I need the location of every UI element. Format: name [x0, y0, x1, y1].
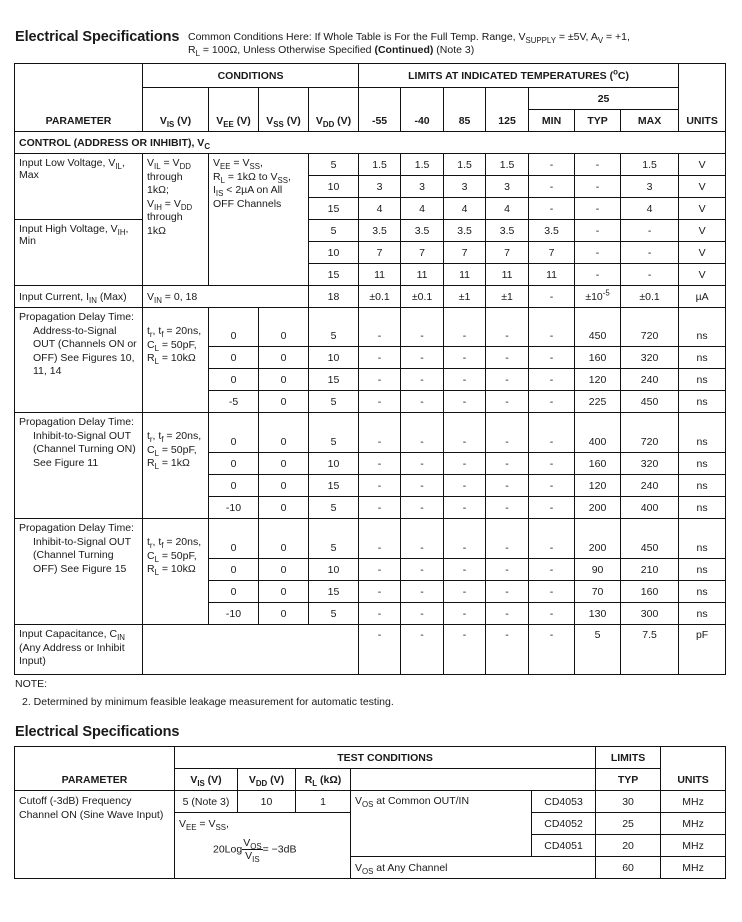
cell-vdd: 5: [309, 308, 359, 347]
cell-units: MHz: [661, 813, 726, 835]
cell-vss: 0: [259, 581, 309, 603]
cell-vdd: 5: [309, 497, 359, 519]
cell-vee: 0: [209, 475, 259, 497]
table-row: [15, 791, 726, 813]
cell-units: ns: [679, 391, 726, 413]
cell-min: -: [529, 286, 575, 308]
cell-temp-m40: 3.5: [401, 220, 444, 242]
header-vdd: $V_{DD}$ (V): [238, 769, 296, 791]
cell-typ: 160: [575, 453, 621, 475]
common-conditions: [188, 31, 630, 57]
cell-temp-125: 4: [486, 198, 529, 220]
cell-vdd: 15: [309, 198, 359, 220]
cell-temp-m55: -: [359, 497, 401, 519]
cond-prop-inhibit-on: $t_r$, $t_f = 20ns$, $C_L = 50pF$, $R_L = 1k\Omega$: [143, 413, 209, 519]
cell-vdd: 10: [309, 242, 359, 264]
cell-temp-m40: -: [401, 453, 444, 475]
cell-temp-m55: -: [359, 453, 401, 475]
cell-typ: 30: [596, 791, 661, 813]
cell-temp-m40: -: [401, 369, 444, 391]
param-input-high-voltage: Input High Voltage, $V_{IH}$, Min: [15, 220, 143, 286]
cell-vee: -5: [209, 391, 259, 413]
cond-vee-vss: $V_{EE} = V_{SS}$, $R_L = 1k\Omega$ to $V_{SS}$, $I_{IS} < 2\mu A$ on All OFF Channels: [209, 154, 309, 286]
cell-typ: 25: [596, 813, 661, 835]
cell-temp-85: ±1: [444, 286, 486, 308]
cell-max: 7.5: [621, 625, 679, 675]
cell-temp-125: -: [486, 453, 529, 475]
cell-typ: -: [575, 176, 621, 198]
cell-typ: 60: [596, 857, 661, 879]
cell-min: 11: [529, 264, 575, 286]
cell-typ: 160: [575, 347, 621, 369]
cell-min: -: [529, 581, 575, 603]
cell-units: ns: [679, 603, 726, 625]
cell-units: ns: [679, 413, 726, 453]
cell-max: 3: [621, 176, 679, 198]
cell-units: pF: [679, 625, 726, 675]
cell-max: 320: [621, 453, 679, 475]
cell-max: 4: [621, 198, 679, 220]
cell-min: -: [529, 603, 575, 625]
cell-temp-m55: 3: [359, 176, 401, 198]
cell-temp-85: 3.5: [444, 220, 486, 242]
table-row: [15, 286, 726, 308]
cell-temp-85: -: [444, 413, 486, 453]
cell-device: CD4051: [532, 835, 596, 857]
header-units: UNITS: [679, 64, 726, 132]
cell-temp-m55: 4: [359, 198, 401, 220]
cell-temp-m40: -: [401, 625, 444, 675]
cell-temp-125: 3: [486, 176, 529, 198]
cond-vos-any: $V_{OS}$ at Any Channel: [351, 857, 596, 879]
cell-min: -: [529, 413, 575, 453]
cell-min: -: [529, 154, 575, 176]
cell-vdd: 15: [309, 581, 359, 603]
cell-units: ns: [679, 475, 726, 497]
cell-temp-m40: -: [401, 559, 444, 581]
cell-max: 720: [621, 413, 679, 453]
header-vis: $V_{IS}$ (V): [175, 769, 238, 791]
cell-vss: 0: [259, 519, 309, 559]
cell-max: -: [621, 220, 679, 242]
table-row: [15, 625, 726, 675]
table-row: [15, 154, 726, 176]
table-row: [15, 308, 726, 347]
cell-temp-125: -: [486, 475, 529, 497]
header-units: UNITS: [661, 747, 726, 791]
cell-temp-85: 11: [444, 264, 486, 286]
cell-vdd: 5: [309, 519, 359, 559]
cell-typ: -: [575, 154, 621, 176]
cell-temp-m40: ±0.1: [401, 286, 444, 308]
cell-temp-m40: -: [401, 581, 444, 603]
param-input-capacitance: Input Capacitance, $C_{IN}$ (Any Address or Inhibit Input): [15, 625, 143, 675]
cell-temp-85: -: [444, 497, 486, 519]
cell-temp-m40: -: [401, 391, 444, 413]
cell-min: -: [529, 453, 575, 475]
cell-max: 1.5: [621, 154, 679, 176]
cell-temp-85: -: [444, 453, 486, 475]
cell-units: ns: [679, 308, 726, 347]
cell-temp-m40: -: [401, 308, 444, 347]
cell-units: µA: [679, 286, 726, 308]
cell-min: -: [529, 559, 575, 581]
param-cutoff-frequency: Cutoff (-3dB) Frequency Channel ON (Sine Wave Input): [15, 791, 175, 879]
cell-typ: 70: [575, 581, 621, 603]
cell-temp-m55: -: [359, 308, 401, 347]
header-conditions: CONDITIONS: [143, 64, 359, 88]
cell-vdd: 5: [309, 220, 359, 242]
table-row: [15, 519, 726, 559]
cell-temp-m40: 1.5: [401, 154, 444, 176]
cell-vee: 0: [209, 559, 259, 581]
cell-vee: 0: [209, 453, 259, 475]
cell-typ: -: [575, 264, 621, 286]
cell-vss: 0: [259, 559, 309, 581]
cell-min: 3.5: [529, 220, 575, 242]
cell-temp-85: -: [444, 475, 486, 497]
cell-typ: 90: [575, 559, 621, 581]
cell-temp-85: 1.5: [444, 154, 486, 176]
cell-temp-m40: 4: [401, 198, 444, 220]
cell-vee: 0: [209, 369, 259, 391]
header-blank: [351, 769, 596, 791]
header-temp-85: 85: [444, 88, 486, 132]
cell-typ: 225: [575, 391, 621, 413]
cell-device: CD4053: [532, 791, 596, 813]
cell-units: V: [679, 198, 726, 220]
cell-temp-85: -: [444, 308, 486, 347]
cell-temp-125: -: [486, 497, 529, 519]
cell-temp-m40: -: [401, 475, 444, 497]
cell-max: 300: [621, 603, 679, 625]
cell-max: 450: [621, 519, 679, 559]
header-limits: LIMITS AT INDICATED TEMPERATURES ($^o$C): [359, 64, 679, 88]
cell-max: 240: [621, 475, 679, 497]
cell-temp-m55: -: [359, 603, 401, 625]
cell-vdd: 10: [309, 347, 359, 369]
cell-min: -: [529, 519, 575, 559]
cell-temp-125: -: [486, 308, 529, 347]
cell-temp-85: 4: [444, 198, 486, 220]
cell-vdd: 15: [309, 369, 359, 391]
cell-units: ns: [679, 369, 726, 391]
cond-vin: $V_{IN} = 0$, 18: [143, 286, 309, 308]
header-limits: LIMITS: [596, 747, 661, 769]
cell-units: ns: [679, 559, 726, 581]
cell-typ: 400: [575, 413, 621, 453]
header-temp-125: 125: [486, 88, 529, 132]
header-temp-m55: -55: [359, 88, 401, 132]
cell-temp-m40: -: [401, 603, 444, 625]
cell-rl: 1: [296, 791, 351, 813]
cell-temp-125: -: [486, 369, 529, 391]
cell-vdd: 10: [309, 453, 359, 475]
cell-typ: 20: [596, 835, 661, 857]
cell-temp-85: -: [444, 369, 486, 391]
cell-vdd: 5: [309, 413, 359, 453]
cell-min: -: [529, 347, 575, 369]
cell-temp-m40: 11: [401, 264, 444, 286]
cell-vdd: 5: [309, 603, 359, 625]
param-prop-delay-address: Propagation Delay Time: Address-to-Signal OUT (Channels ON or OFF) See Figures 10, 11, 14: [15, 308, 143, 413]
cell-temp-m55: -: [359, 625, 401, 675]
cell-temp-85: -: [444, 559, 486, 581]
cell-units: MHz: [661, 857, 726, 879]
cell-temp-m55: -: [359, 475, 401, 497]
table-row: [15, 413, 726, 453]
cell-temp-125: -: [486, 347, 529, 369]
common-conditions-line1: Common Conditions Here: If Whole Table is For the Full Temp. Range, $V_{SUPPLY} = \pm 5V$, $A_V = +1$,: [188, 31, 630, 46]
header-test-conditions: TEST CONDITIONS: [175, 747, 596, 769]
cell-max: 160: [621, 581, 679, 603]
cell-temp-m55: 3.5: [359, 220, 401, 242]
cell-typ: -: [575, 198, 621, 220]
header-vis: $V_{IS}$ (V): [143, 88, 209, 132]
cell-temp-m55: -: [359, 559, 401, 581]
header-vss: $V_{SS}$ (V): [259, 88, 309, 132]
cell-device: CD4052: [532, 813, 596, 835]
cell-vdd: 10: [309, 559, 359, 581]
cell-min: 7: [529, 242, 575, 264]
cell-typ: 120: [575, 369, 621, 391]
cell-typ: $\pm 10^{-5}$: [575, 286, 621, 308]
cell-max: -: [621, 264, 679, 286]
cell-vee: 0: [209, 519, 259, 559]
cell-typ: 130: [575, 603, 621, 625]
section-label-control: CONTROL (ADDRESS OR INHIBIT), $V_C$: [15, 132, 726, 154]
cell-max: ±0.1: [621, 286, 679, 308]
cell-temp-85: 3: [444, 176, 486, 198]
cell-temp-85: 7: [444, 242, 486, 264]
cell-vss: 0: [259, 369, 309, 391]
frequency-spec-table: [14, 746, 726, 879]
cell-temp-m55: -: [359, 581, 401, 603]
cell-typ: 120: [575, 475, 621, 497]
cell-typ: 200: [575, 519, 621, 559]
cell-vee: 0: [209, 347, 259, 369]
cell-vis: 5 (Note 3): [175, 791, 238, 813]
cell-vee: 0: [209, 308, 259, 347]
cell-temp-m40: -: [401, 519, 444, 559]
cell-temp-m55: 1.5: [359, 154, 401, 176]
cell-typ: 450: [575, 308, 621, 347]
cell-temp-125: 11: [486, 264, 529, 286]
cell-temp-125: -: [486, 413, 529, 453]
cell-temp-m40: -: [401, 413, 444, 453]
cell-temp-m55: 7: [359, 242, 401, 264]
table-row: [15, 220, 726, 242]
cond-formula: $V_{EE} = V_{SS}$, 20Log $\frac{V_{OS}}{V_{IS}}$ = −3dB: [175, 813, 351, 879]
cell-units: V: [679, 264, 726, 286]
cell-vss: 0: [259, 453, 309, 475]
cell-temp-125: 3.5: [486, 220, 529, 242]
cell-temp-m40: -: [401, 347, 444, 369]
cell-temp-125: -: [486, 559, 529, 581]
header-typ: TYP: [575, 110, 621, 132]
cell-max: 210: [621, 559, 679, 581]
cell-temp-125: -: [486, 625, 529, 675]
cell-vss: 0: [259, 475, 309, 497]
header-row-1: [15, 64, 726, 88]
cell-temp-m40: 7: [401, 242, 444, 264]
cell-temp-m55: 11: [359, 264, 401, 286]
cell-temp-m40: 3: [401, 176, 444, 198]
cell-typ: -: [575, 220, 621, 242]
cell-min: -: [529, 625, 575, 675]
cell-units: ns: [679, 453, 726, 475]
note-label: NOTE:: [15, 678, 48, 690]
header-rl: $R_L$ (kΩ): [296, 769, 351, 791]
cell-temp-125: 7: [486, 242, 529, 264]
cell-units: ns: [679, 581, 726, 603]
section-title-2: Electrical Specifications: [15, 724, 180, 740]
cell-vdd: 10: [238, 791, 296, 813]
cond-input-capacitance-empty: [143, 625, 359, 675]
cell-temp-m55: -: [359, 413, 401, 453]
cell-min: -: [529, 391, 575, 413]
cell-max: 240: [621, 369, 679, 391]
header-vdd: $V_{DD}$ (V): [309, 88, 359, 132]
cell-temp-m55: -: [359, 347, 401, 369]
cell-vee: -10: [209, 497, 259, 519]
cell-temp-m55: ±0.1: [359, 286, 401, 308]
cell-vee: 0: [209, 581, 259, 603]
formula-20log: 20Log $\frac{V_{OS}}{V_{IS}}$ = −3dB: [213, 837, 297, 865]
cell-max: 450: [621, 391, 679, 413]
cell-temp-m55: -: [359, 369, 401, 391]
note-item: 2. Determined by minimum feasible leakage measurement for automatic testing.: [22, 696, 394, 708]
cell-min: -: [529, 198, 575, 220]
cell-temp-125: -: [486, 519, 529, 559]
cell-vdd: 10: [309, 176, 359, 198]
cond-prop-address: $t_r$, $t_f = 20ns$, $C_L = 50pF$, $R_L = 10k\Omega$: [143, 308, 209, 413]
cell-min: -: [529, 369, 575, 391]
cell-temp-85: -: [444, 391, 486, 413]
cell-min: -: [529, 497, 575, 519]
header-parameter: PARAMETER: [15, 64, 143, 132]
cell-typ: -: [575, 242, 621, 264]
header-row-1: [15, 747, 726, 769]
param-prop-delay-inhibit-off: Propagation Delay Time: Inhibit-to-Signal OUT (Channel Turning OFF) See Figure 15: [15, 519, 143, 625]
cell-temp-m55: -: [359, 391, 401, 413]
cell-units: ns: [679, 519, 726, 559]
cell-vdd: 18: [309, 286, 359, 308]
cell-units: V: [679, 176, 726, 198]
header-typ: TYP: [596, 769, 661, 791]
cell-max: -: [621, 242, 679, 264]
cell-vss: 0: [259, 413, 309, 453]
cell-max: 320: [621, 347, 679, 369]
cell-min: -: [529, 475, 575, 497]
cell-units: MHz: [661, 791, 726, 813]
cell-units: V: [679, 220, 726, 242]
cell-vss: 0: [259, 391, 309, 413]
cell-temp-m55: -: [359, 519, 401, 559]
cond-prop-inhibit-off: $t_r$, $t_f = 20ns$, $C_L = 50pF$, $R_L = 10k\Omega$: [143, 519, 209, 625]
cell-temp-125: -: [486, 603, 529, 625]
cell-vee: 0: [209, 413, 259, 453]
param-input-current: Input Current, $I_{IN}$ (Max): [15, 286, 143, 308]
header-max: MAX: [621, 110, 679, 132]
cell-vss: 0: [259, 308, 309, 347]
cell-typ: 200: [575, 497, 621, 519]
cell-temp-85: -: [444, 581, 486, 603]
common-conditions-line2: $R_L = 100\Omega$, Unless Otherwise Specified (Continued) (Note 3): [188, 44, 475, 59]
cell-vdd: 5: [309, 391, 359, 413]
electrical-spec-table: [14, 63, 726, 675]
param-input-low-voltage: Input Low Voltage, $V_{IL}$, Max: [15, 154, 143, 220]
cell-vdd: 15: [309, 264, 359, 286]
cell-vee: -10: [209, 603, 259, 625]
cell-units: ns: [679, 347, 726, 369]
param-prop-delay-inhibit-on: Propagation Delay Time: Inhibit-to-Signal OUT (Channel Turning ON) See Figure 11: [15, 413, 143, 519]
cell-temp-85: -: [444, 603, 486, 625]
header-temp-m40: -40: [401, 88, 444, 132]
cell-typ: 5: [575, 625, 621, 675]
cell-vdd: 15: [309, 475, 359, 497]
cell-units: V: [679, 154, 726, 176]
cond-vos-common: $V_{OS}$ at Common OUT/IN: [351, 791, 532, 857]
header-parameter: PARAMETER: [15, 747, 175, 791]
section-title: Electrical Specifications: [15, 29, 180, 45]
cell-temp-125: ±1: [486, 286, 529, 308]
cell-temp-125: 1.5: [486, 154, 529, 176]
cell-min: -: [529, 176, 575, 198]
cell-min: -: [529, 308, 575, 347]
cell-units: ns: [679, 497, 726, 519]
cond-vil-vih: $V_{IL} = V_{DD}$ through 1kΩ; $V_{IH} = V_{DD}$ through 1kΩ: [143, 154, 209, 286]
cell-temp-85: -: [444, 347, 486, 369]
cell-vss: 0: [259, 347, 309, 369]
section-label-row: [15, 132, 726, 154]
cell-max: 400: [621, 497, 679, 519]
cell-vss: 0: [259, 497, 309, 519]
header-min: MIN: [529, 110, 575, 132]
cell-temp-125: -: [486, 581, 529, 603]
cell-vss: 0: [259, 603, 309, 625]
cell-max: 720: [621, 308, 679, 347]
cell-temp-85: -: [444, 519, 486, 559]
header-temp-25: 25: [529, 88, 679, 110]
cell-units: MHz: [661, 835, 726, 857]
cell-temp-m40: -: [401, 497, 444, 519]
cell-vdd: 5: [309, 154, 359, 176]
cell-units: V: [679, 242, 726, 264]
header-vee: $V_{EE}$ (V): [209, 88, 259, 132]
cell-temp-85: -: [444, 625, 486, 675]
cell-temp-125: -: [486, 391, 529, 413]
